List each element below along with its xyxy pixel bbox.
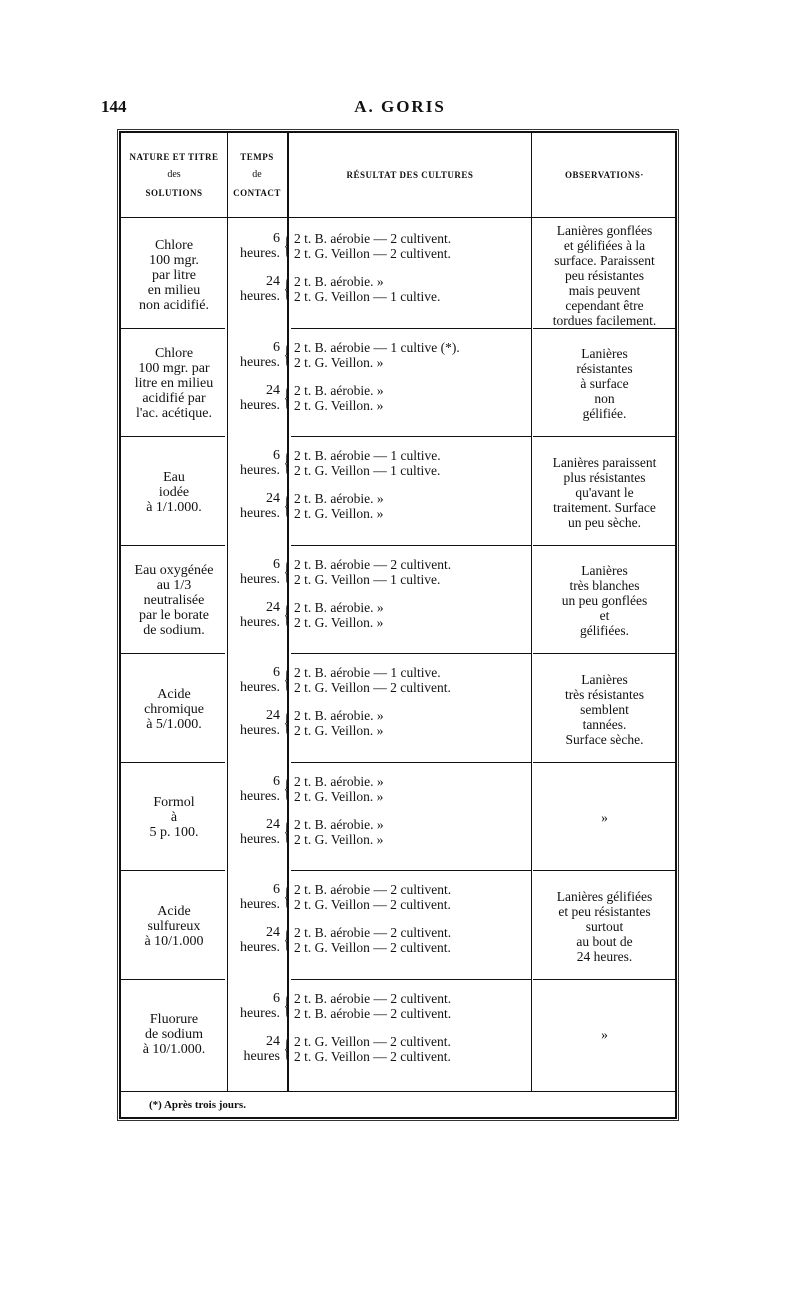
solution-line: à 10/1.000 bbox=[144, 933, 204, 949]
contact-time: 6 bbox=[273, 665, 280, 680]
row-separator bbox=[533, 328, 677, 329]
contact-time: 24 bbox=[266, 599, 280, 615]
result-line: 2 t. B. aérobie. » bbox=[294, 816, 384, 832]
result-line: 2 t. B. aérobie. » bbox=[294, 274, 384, 289]
solution-cell bbox=[121, 687, 227, 732]
result-line: 2 t. B. aérobie — 2 cultivent. bbox=[294, 556, 452, 572]
contact-time: heures. bbox=[239, 246, 280, 261]
solution-line: Chlore bbox=[154, 237, 194, 253]
result-line: 2 t. G. Veillon. » bbox=[294, 614, 384, 630]
result-line: 2 t. G. Veillon. » bbox=[294, 723, 384, 738]
contact-time: 24 bbox=[266, 274, 280, 289]
solution-cell bbox=[121, 795, 227, 840]
observation-line: peu résistantes bbox=[564, 267, 645, 283]
observation-cell bbox=[532, 1027, 677, 1042]
solution-line: à 1/1.000. bbox=[146, 499, 202, 515]
observation-line: et bbox=[599, 608, 610, 624]
brace-glyph: { bbox=[284, 990, 290, 1020]
observation-cell bbox=[532, 889, 677, 964]
observation-line: semblent bbox=[580, 701, 629, 717]
table-row bbox=[121, 657, 675, 766]
observation-line: traitement. Surface bbox=[553, 499, 656, 515]
contact-time-cell bbox=[228, 440, 288, 549]
observation-line: » bbox=[601, 1027, 608, 1043]
solution-line: neutralisée bbox=[143, 593, 205, 609]
observation-line: un peu gonflées bbox=[561, 593, 648, 609]
row-separator bbox=[533, 979, 677, 980]
observation-cell bbox=[532, 810, 677, 825]
brace-glyph: { bbox=[284, 556, 290, 586]
brace-glyph: { bbox=[284, 773, 290, 803]
result-line: 2 t. G. Veillon — 2 cultivent. bbox=[294, 680, 451, 695]
brace-glyph: { bbox=[284, 708, 290, 737]
contact-time: heures. bbox=[239, 506, 280, 521]
observation-line: surface. Paraissent bbox=[554, 252, 655, 268]
brace-glyph: { bbox=[284, 231, 290, 260]
result-line: 2 t. G. Veillon — 2 cultivent. bbox=[294, 246, 451, 261]
contact-time: 24 bbox=[266, 382, 280, 398]
solution-line: de sodium. bbox=[143, 623, 205, 639]
solution-line: sulfureux bbox=[147, 918, 201, 934]
result-line: 2 t. B. aérobie — 2 cultivent. bbox=[294, 925, 452, 940]
brace-glyph: { bbox=[284, 665, 290, 694]
observation-line: gélifiée. bbox=[582, 406, 627, 422]
solution-line: iodée bbox=[158, 484, 190, 500]
contact-time-cell bbox=[228, 983, 288, 1092]
result-line: 2 t. G. Veillon. » bbox=[294, 397, 384, 413]
contact-time: 24 bbox=[266, 708, 280, 723]
observation-line: Lanières gélifiées bbox=[556, 888, 653, 904]
result-line: 2 t. G. Veillon — 2 cultivent. bbox=[294, 1033, 451, 1049]
contact-time: heures. bbox=[239, 614, 280, 630]
contact-time: heures. bbox=[239, 571, 280, 587]
table-row bbox=[121, 549, 675, 658]
row-separator bbox=[291, 762, 531, 763]
observation-line: mais peuvent bbox=[568, 282, 641, 298]
header-nature: NATURE ET TITRE des SOLUTIONS bbox=[129, 152, 219, 198]
result-line: 2 t. G. Veillon. » bbox=[294, 354, 384, 370]
row-separator bbox=[121, 653, 225, 654]
observation-line: » bbox=[601, 810, 608, 826]
contact-time: heures. bbox=[239, 940, 280, 955]
observation-line: plus résistantes bbox=[563, 469, 646, 485]
observation-line: et peu résistantes bbox=[558, 903, 651, 919]
row-separator bbox=[291, 653, 531, 654]
contact-time: 24 bbox=[266, 491, 280, 506]
contact-time: 6 bbox=[273, 556, 280, 572]
table-row bbox=[121, 223, 675, 332]
result-line: 2 t. G. Veillon. » bbox=[294, 506, 384, 521]
result-line: 2 t. B. aérobie — 1 cultive. bbox=[294, 665, 441, 680]
contact-time: heures. bbox=[239, 723, 280, 738]
table-row bbox=[121, 332, 675, 441]
solution-line: 100 mgr. par bbox=[138, 361, 210, 377]
result-line: 2 t. B. aérobie — 2 cultivent. bbox=[294, 990, 452, 1006]
contact-time: heures. bbox=[239, 831, 280, 847]
result-line: 2 t. G. Veillon. » bbox=[294, 831, 384, 847]
contact-time: 6 bbox=[273, 990, 280, 1006]
solution-line: Acide bbox=[157, 686, 191, 702]
contact-time-cell bbox=[228, 874, 288, 983]
observation-line: Lanières bbox=[581, 346, 628, 362]
result-line: 2 t. G. Veillon — 2 cultivent. bbox=[294, 940, 451, 955]
contact-time-cell bbox=[228, 657, 288, 766]
row-separator bbox=[291, 870, 531, 871]
solution-line: à 10/1.000. bbox=[142, 1042, 206, 1058]
contact-time: heures bbox=[243, 1048, 280, 1064]
observation-line: tannées. bbox=[582, 716, 627, 732]
solution-line: l'ac. acétique. bbox=[136, 406, 212, 422]
row-separator bbox=[121, 979, 225, 980]
observation-line: et gélifiées à la bbox=[563, 237, 646, 253]
solution-cell bbox=[121, 904, 227, 949]
observation-cell bbox=[532, 455, 677, 530]
contact-time: heures. bbox=[239, 354, 280, 370]
solution-line: de sodium bbox=[145, 1027, 203, 1043]
solution-line: en milieu bbox=[147, 282, 201, 298]
result-line: 2 t. B. aérobie. » bbox=[294, 773, 384, 789]
observation-line: Lanières paraissent bbox=[552, 454, 657, 470]
observation-line: Lanières bbox=[581, 563, 628, 579]
row-separator bbox=[533, 545, 677, 546]
observation-line: gélifiées. bbox=[579, 623, 630, 639]
observation-line: au bout de bbox=[576, 933, 633, 949]
solution-line: par litre bbox=[152, 267, 196, 283]
table-row bbox=[121, 440, 675, 549]
solution-line: acidifié par bbox=[142, 391, 206, 407]
contact-time: 6 bbox=[273, 882, 280, 897]
solution-cell bbox=[121, 470, 227, 515]
observation-line: très blanches bbox=[569, 578, 640, 594]
brace-glyph: { bbox=[284, 448, 290, 477]
row-separator bbox=[533, 436, 677, 437]
brace-glyph: { bbox=[284, 816, 290, 846]
solution-line: Acide bbox=[157, 903, 191, 919]
table-row bbox=[121, 766, 675, 875]
row-separator bbox=[533, 653, 677, 654]
row-separator bbox=[291, 328, 531, 329]
result-line: 2 t. G. Veillon — 2 cultivent. bbox=[294, 1048, 451, 1064]
observation-cell bbox=[532, 346, 677, 421]
table-row bbox=[121, 874, 675, 983]
solution-cell bbox=[121, 346, 227, 421]
brace-glyph: { bbox=[284, 599, 290, 629]
contact-time: 24 bbox=[266, 925, 280, 940]
header-rule bbox=[121, 217, 675, 218]
result-line: 2 t. G. Veillon. » bbox=[294, 788, 384, 804]
solution-line: 100 mgr. bbox=[149, 252, 199, 268]
header-temps: TEMPS de CONTACT bbox=[233, 152, 281, 198]
contact-time: heures. bbox=[239, 897, 280, 912]
result-line: 2 t. B. aérobie. » bbox=[294, 708, 384, 723]
result-line: 2 t. G. Veillon — 2 cultivent. bbox=[294, 897, 451, 912]
solution-cell bbox=[121, 238, 227, 313]
contact-time: heures. bbox=[239, 289, 280, 304]
table-row bbox=[121, 983, 675, 1092]
solution-line: par le borate bbox=[139, 608, 209, 624]
row-separator bbox=[533, 762, 677, 763]
solution-line: 5 p. 100. bbox=[149, 825, 199, 841]
row-separator bbox=[121, 436, 225, 437]
solution-line: litre en milieu bbox=[134, 376, 214, 392]
header-resultat: RÉSULTAT DES CULTURES bbox=[346, 170, 474, 180]
observation-line: Surface sèche. bbox=[565, 731, 644, 747]
results-table bbox=[119, 131, 677, 1119]
row-separator bbox=[291, 979, 531, 980]
contact-time-cell bbox=[228, 332, 288, 441]
row-separator bbox=[121, 870, 225, 871]
observation-line: non bbox=[594, 391, 615, 407]
solution-line: non acidifié. bbox=[139, 297, 209, 313]
row-separator bbox=[533, 870, 677, 871]
observation-line: très résistantes bbox=[564, 686, 645, 702]
result-line: 2 t. B. aérobie — 2 cultivent. bbox=[294, 882, 452, 897]
contact-time: 6 bbox=[273, 773, 280, 789]
solution-line: Fluorure bbox=[149, 1012, 199, 1028]
contact-time: 6 bbox=[273, 231, 280, 246]
result-line: 2 t. G. Veillon — 1 cultive. bbox=[294, 463, 441, 478]
row-separator bbox=[291, 545, 531, 546]
contact-time: heures. bbox=[239, 463, 280, 478]
result-line: 2 t. B. aérobie — 2 cultivent. bbox=[294, 1005, 452, 1021]
solution-cell bbox=[121, 1012, 227, 1057]
contact-time-cell bbox=[228, 549, 288, 658]
solution-line: Eau oxygénée bbox=[134, 563, 214, 579]
solution-line: à bbox=[170, 810, 178, 826]
result-line: 2 t. B. aérobie — 1 cultive. bbox=[294, 448, 441, 463]
observation-line: surtout bbox=[585, 918, 624, 934]
header-observations: OBSERVATIONS· bbox=[565, 170, 644, 180]
table-header bbox=[121, 133, 675, 217]
contact-time-cell bbox=[228, 223, 288, 332]
result-line: 2 t. B. aérobie. » bbox=[294, 599, 384, 615]
brace-glyph: { bbox=[284, 382, 290, 412]
observation-line: tordues facilement. bbox=[552, 312, 657, 328]
solution-line: au 1/3 bbox=[156, 578, 192, 594]
solution-line: chromique bbox=[144, 701, 204, 717]
row-separator bbox=[121, 762, 225, 763]
observation-line: qu'avant le bbox=[575, 484, 634, 500]
footnote-rule bbox=[121, 1091, 675, 1092]
result-line: 2 t. G. Veillon — 1 cultive. bbox=[294, 571, 441, 587]
observation-line: un peu sèche. bbox=[567, 514, 642, 530]
contact-time: heures. bbox=[239, 1005, 280, 1021]
contact-time: 24 bbox=[266, 1033, 280, 1049]
solution-line: Formol bbox=[153, 795, 195, 811]
observation-cell bbox=[532, 563, 677, 638]
result-line: 2 t. B. aérobie — 2 cultivent. bbox=[294, 231, 452, 246]
solution-line: Chlore bbox=[154, 346, 194, 362]
row-separator bbox=[121, 545, 225, 546]
contact-time: heures. bbox=[239, 788, 280, 804]
brace-glyph: { bbox=[284, 882, 290, 911]
contact-time-cell bbox=[228, 766, 288, 875]
footnote: (*) Après trois jours. bbox=[149, 1099, 246, 1111]
result-line: 2 t. B. aérobie — 1 cultive (*). bbox=[294, 339, 460, 355]
brace-glyph: { bbox=[284, 925, 290, 954]
contact-time: heures. bbox=[239, 397, 280, 413]
result-line: 2 t. G. Veillon — 1 cultive. bbox=[294, 289, 441, 304]
brace-glyph: { bbox=[284, 339, 290, 369]
observation-line: résistantes bbox=[576, 361, 633, 377]
contact-time: 6 bbox=[273, 448, 280, 463]
result-line: 2 t. B. aérobie. » bbox=[294, 491, 384, 506]
observation-line: à surface bbox=[580, 376, 629, 392]
page-number: 144 bbox=[101, 97, 127, 116]
observation-line: Lanières bbox=[581, 671, 628, 687]
brace-glyph: { bbox=[284, 274, 290, 303]
observation-cell bbox=[532, 223, 677, 328]
brace-glyph: { bbox=[284, 491, 290, 520]
brace-glyph: { bbox=[284, 1033, 290, 1063]
observation-line: Lanières gonflées bbox=[556, 222, 653, 238]
observation-line: 24 heures. bbox=[576, 948, 633, 964]
solution-line: à 5/1.000. bbox=[146, 716, 202, 732]
row-separator bbox=[291, 436, 531, 437]
observation-cell bbox=[532, 672, 677, 747]
solution-line: Eau bbox=[163, 469, 185, 485]
contact-time: 24 bbox=[266, 816, 280, 832]
result-line: 2 t. B. aérobie. » bbox=[294, 382, 384, 398]
contact-time: 6 bbox=[273, 339, 280, 355]
row-separator bbox=[121, 328, 225, 329]
running-header: A. GORIS bbox=[354, 97, 446, 116]
observation-line: cependant être bbox=[565, 297, 644, 313]
contact-time: heures. bbox=[239, 680, 280, 695]
solution-cell bbox=[121, 563, 227, 638]
